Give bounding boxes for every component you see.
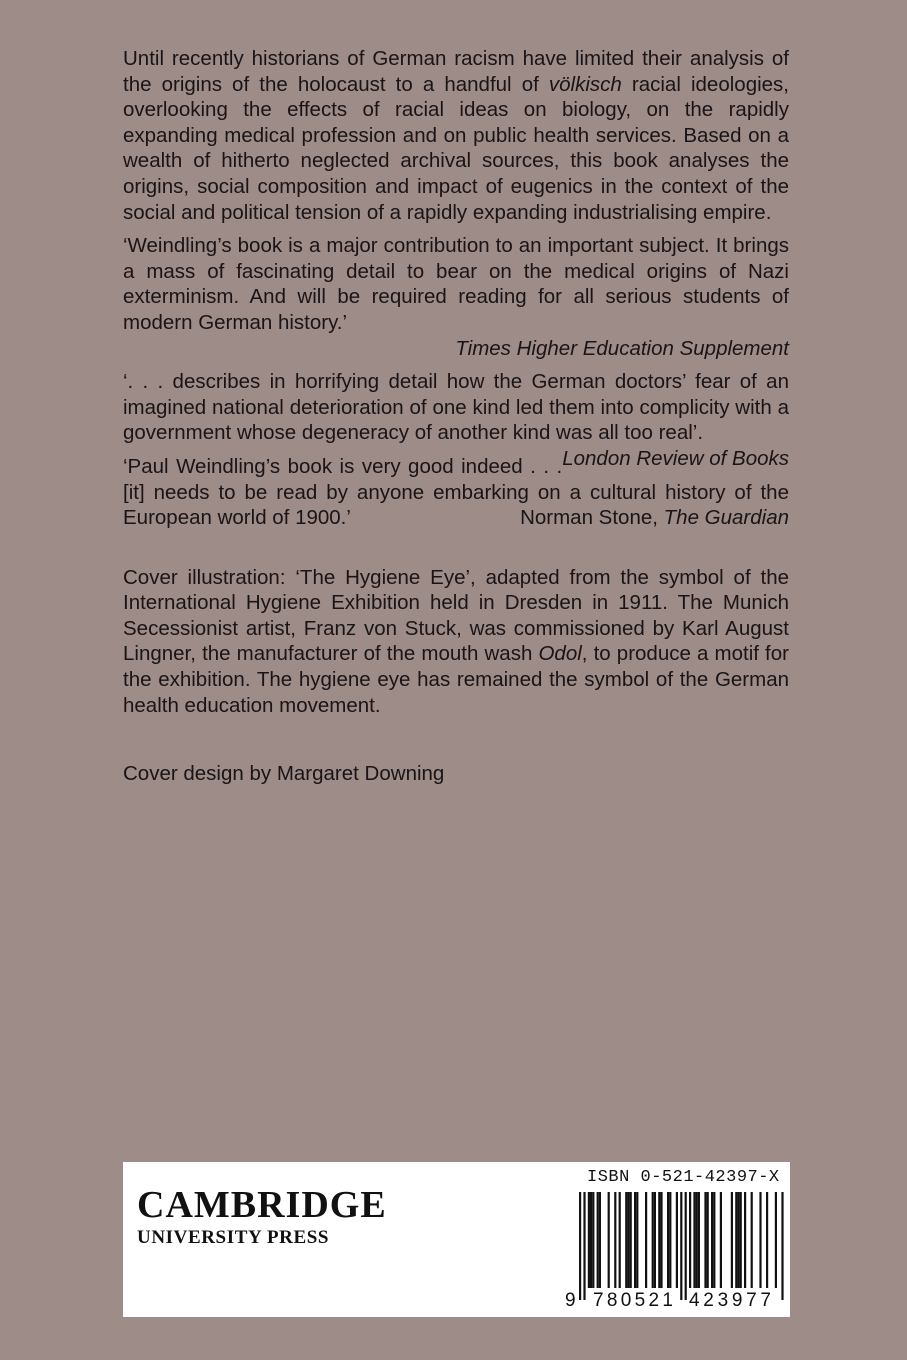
isbn-number: ISBN 0-521-42397-X <box>587 1168 780 1187</box>
barcode-bar <box>698 1192 700 1288</box>
barcode-bar <box>660 1192 662 1288</box>
barcode-bar <box>781 1192 783 1300</box>
barcode-bar <box>652 1192 654 1288</box>
barcode-bar <box>608 1192 610 1288</box>
review-quote-2: ‘. . . describes in horrifying detail how the German doctors’ fear of an imagined national deterioration of one kind led them into complicity with a government whose degeneracy of another kind was all too real’. London Review of Books <box>123 370 789 470</box>
barcode-bar <box>590 1192 592 1288</box>
barcode-bar <box>693 1192 695 1288</box>
barcode-bar <box>735 1192 737 1288</box>
barcode-bar <box>597 1192 599 1288</box>
barcode-bar <box>751 1192 753 1288</box>
barcode-lead-digit: 9 <box>565 1290 576 1311</box>
barcode-bar <box>737 1192 739 1288</box>
review-quote-3: ‘Paul Weindling’s book is very good indeed . . . [it] needs to be read by anyone embarking on a cultural history of the European world of 1900.’ Norman Stone, The Guardian <box>123 454 789 530</box>
barcode-bar <box>711 1192 713 1288</box>
barcode-bar <box>713 1192 715 1288</box>
barcode-bar <box>654 1192 656 1288</box>
barcode-bar <box>720 1192 722 1288</box>
book-description: Until recently historians of German racism have limited their analysis of the origins of the holocaust to a handful of völkisch racial ideologies, overlooking the effects of racial ideas on biology, on the rapidly expanding medical profession and on public health services. Based on a wealth of hitherto neglected archival sources, this book analyses the origins, social composition and impact of eugenics in the context of the social and political tension of a rapidly expanding industrialising empire. <box>123 47 789 224</box>
review-source-1: Times Higher Education Supplement <box>455 336 789 360</box>
cover-design-credit: Cover design by Margaret Downing <box>123 761 445 785</box>
barcode-bar <box>704 1192 706 1288</box>
barcode-bar <box>579 1192 581 1300</box>
back-cover-text <box>123 46 789 807</box>
barcode-bar <box>619 1192 621 1288</box>
barcode-bar <box>588 1192 590 1288</box>
review-source-2: London Review of Books <box>562 446 789 470</box>
barcode-bar <box>766 1192 768 1288</box>
italic-term: völkisch <box>548 72 622 96</box>
barcode <box>565 1192 785 1314</box>
barcode-bar <box>636 1192 638 1288</box>
publisher-subname: UNIVERSITY PRESS <box>137 1227 330 1248</box>
barcode-bar <box>592 1192 594 1288</box>
review-source-3: Norman Stone, The Guardian <box>520 506 789 530</box>
barcode-left-digits: 780521 <box>593 1290 673 1311</box>
barcode-bar <box>707 1192 709 1288</box>
barcode-bar <box>740 1192 742 1288</box>
review-quote-1: ‘Weindling’s book is a major contribution to an important subject. It brings a mass of fascinating detail to bear on the medical origins of Nazi exterminism. And will be required reading for all serious students of modern German history.’ Times Higher Education Supplement <box>123 234 789 360</box>
publisher-logo <box>137 1186 387 1249</box>
barcode-bar <box>759 1192 761 1288</box>
barcode-bar <box>689 1192 691 1288</box>
publisher-label <box>123 1162 790 1317</box>
barcode-bar <box>614 1192 616 1288</box>
barcode-bar <box>696 1192 698 1288</box>
barcode-bar <box>731 1192 733 1288</box>
barcode-bar <box>630 1192 632 1288</box>
publisher-name: CAMBRIDGE <box>137 1184 387 1226</box>
barcode-bar <box>680 1192 682 1300</box>
barcode-bar <box>625 1192 627 1288</box>
barcode-bar <box>685 1192 687 1300</box>
barcode-bar <box>744 1192 746 1288</box>
barcode-bar <box>583 1192 585 1300</box>
barcode-bar <box>645 1192 647 1288</box>
barcode-bar <box>658 1192 660 1288</box>
barcode-right-digits: 423977 <box>689 1290 771 1311</box>
barcode-bar <box>634 1192 636 1288</box>
barcode-bar <box>627 1192 629 1288</box>
barcode-bar <box>599 1192 601 1288</box>
barcode-bar <box>775 1192 777 1288</box>
barcode-bar <box>667 1192 669 1288</box>
cover-illustration-note: Cover illustration: ‘The Hygiene Eye’, adapted from the symbol of the International Hygiene Exhibition held in Dresden in 1911. The Munich Secessionist artist, Franz von Stuck, was commissioned by Karl August Lingner, the manufacturer of the mouth wash Odol, to produce a motif for the exhibition. The hygiene eye has remained the symbol of the German health education movement. <box>123 565 789 717</box>
barcode-bar <box>676 1192 678 1288</box>
barcode-bar <box>669 1192 671 1288</box>
